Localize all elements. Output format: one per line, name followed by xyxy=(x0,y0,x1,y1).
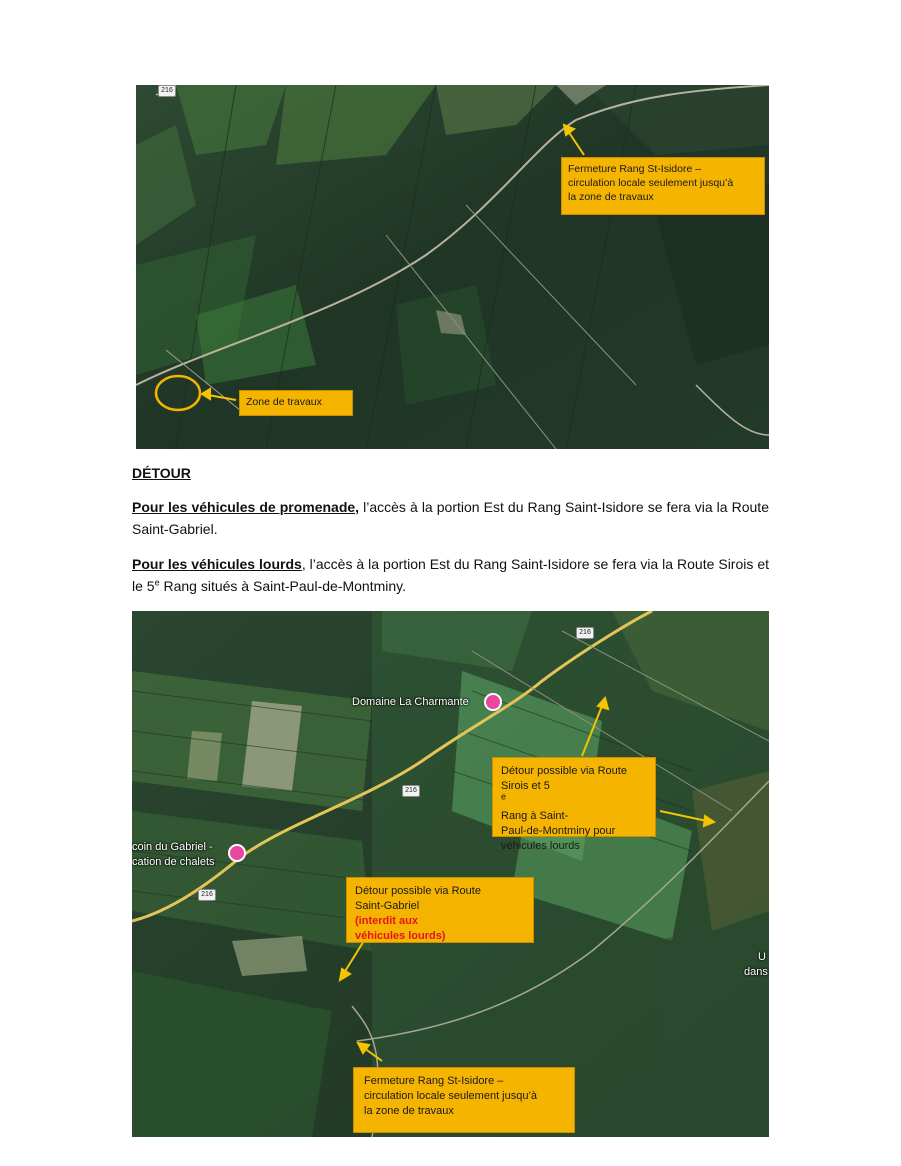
place-label-coin-gabriel: cation de chalets xyxy=(132,856,215,868)
callout-closure-line: Fermeture Rang St-Isidore – xyxy=(568,163,702,175)
callout-detour-sirois xyxy=(492,757,656,852)
satellite-imagery xyxy=(136,85,769,449)
place-label-domaine: Domaine La Charmante xyxy=(352,696,469,708)
callout-closure-line: la zone de travaux xyxy=(568,191,654,203)
route-shield: 216 xyxy=(198,889,216,901)
satellite-map-detour xyxy=(132,611,769,1137)
satellite-imagery xyxy=(132,611,769,1137)
superscript: e xyxy=(501,791,507,802)
callout-work-zone-label: Zone de travaux xyxy=(246,396,322,408)
callout-closure-line: la zone de travaux xyxy=(364,1105,454,1117)
callout-closure-line: circulation locale seulement jusqu’à xyxy=(568,177,734,189)
callout-closure xyxy=(561,157,765,215)
callout-line xyxy=(355,899,525,929)
callout-line: véhicules lourds xyxy=(501,840,580,852)
callout-text: Saint-Gabriel xyxy=(355,900,420,912)
paragraph-body: Rang situés à Saint-Paul-de-Montminy. xyxy=(159,578,407,594)
callout-work-zone xyxy=(239,390,353,416)
paragraph-lead: Pour les véhicules lourds xyxy=(132,556,302,572)
paragraph-body: l’accès à la portion Est du Rang Saint-Isidore se fera via la Route Saint-Gabriel. xyxy=(132,499,769,537)
route-shield: 216 xyxy=(576,627,594,639)
section-heading: DÉTOUR xyxy=(132,465,191,481)
warning-text: (interdit aux xyxy=(355,915,418,927)
callout-closure-line: circulation locale seulement jusqu’à xyxy=(364,1090,538,1102)
callout-line: Paul-de-Montminy pour xyxy=(501,825,616,837)
place-label-edge: dans xyxy=(744,966,768,978)
satellite-map-work-zone xyxy=(136,85,769,449)
callout-text: Rang à Saint- xyxy=(501,810,569,822)
paragraph-body: , l’accès à la portion Est du Rang Saint-Isidore se fera via la Route Sirois et le 5 xyxy=(132,556,769,594)
superscript: e xyxy=(154,577,160,588)
paragraph-heavy-vehicles xyxy=(132,553,769,597)
warning-text: véhicules lourds) xyxy=(355,930,446,942)
callout-text: Sirois et 5 xyxy=(501,780,550,792)
callout-detour-gabriel xyxy=(346,877,534,943)
place-label-edge: U xyxy=(758,951,766,963)
paragraph-lead: Pour les véhicules de promenade, xyxy=(132,499,360,515)
lodging-pin-icon xyxy=(228,844,246,862)
callout-line xyxy=(501,779,647,824)
callout-closure-line: Fermeture Rang St-Isidore – xyxy=(364,1075,504,1087)
place-label-coin-gabriel: coin du Gabriel - xyxy=(132,841,213,853)
callout-closure xyxy=(353,1067,575,1133)
lodging-pin-icon xyxy=(484,693,502,711)
route-shield: 216 xyxy=(158,85,176,97)
callout-line: Détour possible via Route xyxy=(355,885,481,897)
paragraph-passenger-vehicles xyxy=(132,496,769,540)
callout-line: Détour possible via Route xyxy=(501,765,627,777)
route-shield: 216 xyxy=(402,785,420,797)
